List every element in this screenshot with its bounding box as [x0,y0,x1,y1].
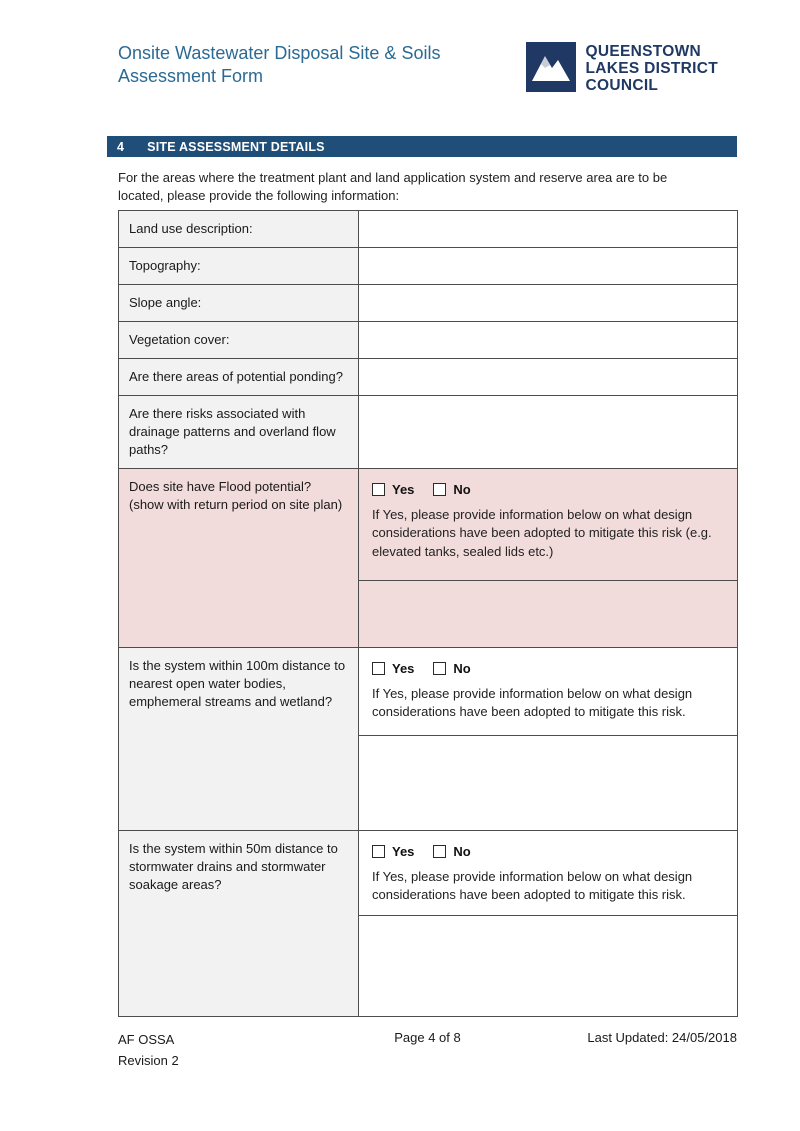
document-title-line2: Assessment Form [118,66,264,87]
row-label: Land use description: [119,211,359,247]
answer-cell[interactable] [359,396,737,468]
table-row [119,248,737,285]
last-updated: Last Updated: 24/05/2018 [587,1030,737,1045]
document-title-line1: Onsite Wastewater Disposal Site & Soils [118,43,441,63]
answer-cell[interactable] [359,248,737,284]
table-row [119,211,737,248]
no-label: No [453,843,471,859]
table-row [119,396,737,469]
table-row-flood-potential [119,469,737,648]
yes-checkbox[interactable] [372,845,385,858]
logo-line1: QUEENSTOWN [585,43,702,60]
answer-cell[interactable] [359,736,737,830]
table-row-100m-water [119,648,737,831]
answer-cell[interactable] [359,916,737,1016]
page-number: Page 4 of 8 [394,1030,461,1045]
document-title [118,42,440,88]
page-header [118,42,718,94]
no-label: No [453,660,471,676]
yes-no-line [372,661,724,676]
storm50-answer-area [359,831,737,1016]
answer-cell[interactable] [359,211,737,247]
yes-label: Yes [392,481,415,497]
no-checkbox[interactable] [433,662,446,675]
conditional-note: If Yes, please provide information below on what design considerations have been adopted to mitigate this risk. [372,685,693,720]
council-logo-text [585,42,718,94]
no-checkbox[interactable] [433,845,446,858]
row-label: Slope angle: [119,285,359,321]
table-row-50m-stormwater [119,831,737,1016]
council-logo [526,42,718,94]
conditional-note: If Yes, please provide information below on what design considerations have been adopted to mitigate this risk (e.g. elevated tanks, sealed lids etc.) [372,506,712,559]
section-header-bar [107,136,737,157]
no-checkbox[interactable] [433,483,446,496]
row-label: Is the system within 100m distance to nearest open water bodies, emphemeral streams and wetland? [119,648,359,830]
row-label: Are there risks associated with drainage patterns and overland flow paths? [119,396,359,468]
section-title: SITE ASSESSMENT DETAILS [147,139,325,154]
row-label: Vegetation cover: [119,322,359,358]
row-label: Topography: [119,248,359,284]
row-label: Does site have Flood potential? (show with return period on site plan) [119,469,359,647]
answer-cell[interactable] [359,359,737,395]
answer-cell[interactable] [359,322,737,358]
answer-cell[interactable] [359,581,737,647]
yes-no-line [372,482,724,497]
logo-line3: COUNCIL [585,77,659,95]
doc-revision: Revision 2 [118,1052,179,1068]
mountain-logo-icon [526,42,576,92]
doc-code: AF OSSA [118,1032,175,1047]
flood-yesno-section [359,469,737,581]
water100-yesno-section [359,648,737,736]
yes-checkbox[interactable] [372,662,385,675]
row-label: Is the system within 50m distance to stormwater drains and stormwater soakage areas? [119,831,359,1016]
table-row [119,322,737,359]
site-assessment-table [118,210,738,1017]
yes-no-line [372,844,724,859]
footer-doc-info [118,1030,324,1072]
section-number: 4 [117,139,125,154]
flood-answer-area [359,469,737,647]
conditional-note: If Yes, please provide information below on what design considerations have been adopted to mitigate this risk. [372,868,693,903]
table-row [119,285,737,322]
no-label: No [453,481,471,497]
logo-line2: LAKES DISTRICT [585,60,718,78]
answer-cell[interactable] [359,285,737,321]
yes-label: Yes [392,843,415,859]
yes-label: Yes [392,660,415,676]
storm50-yesno-section [359,831,737,916]
intro-paragraph: For the areas where the treatment plant and land application system and reserve area are to be located, please provide the following information: [118,170,668,204]
row-label: Are there areas of potential ponding? [119,359,359,395]
table-row [119,359,737,396]
water100-answer-area [359,648,737,830]
page-footer [118,1030,737,1072]
yes-checkbox[interactable] [372,483,385,496]
